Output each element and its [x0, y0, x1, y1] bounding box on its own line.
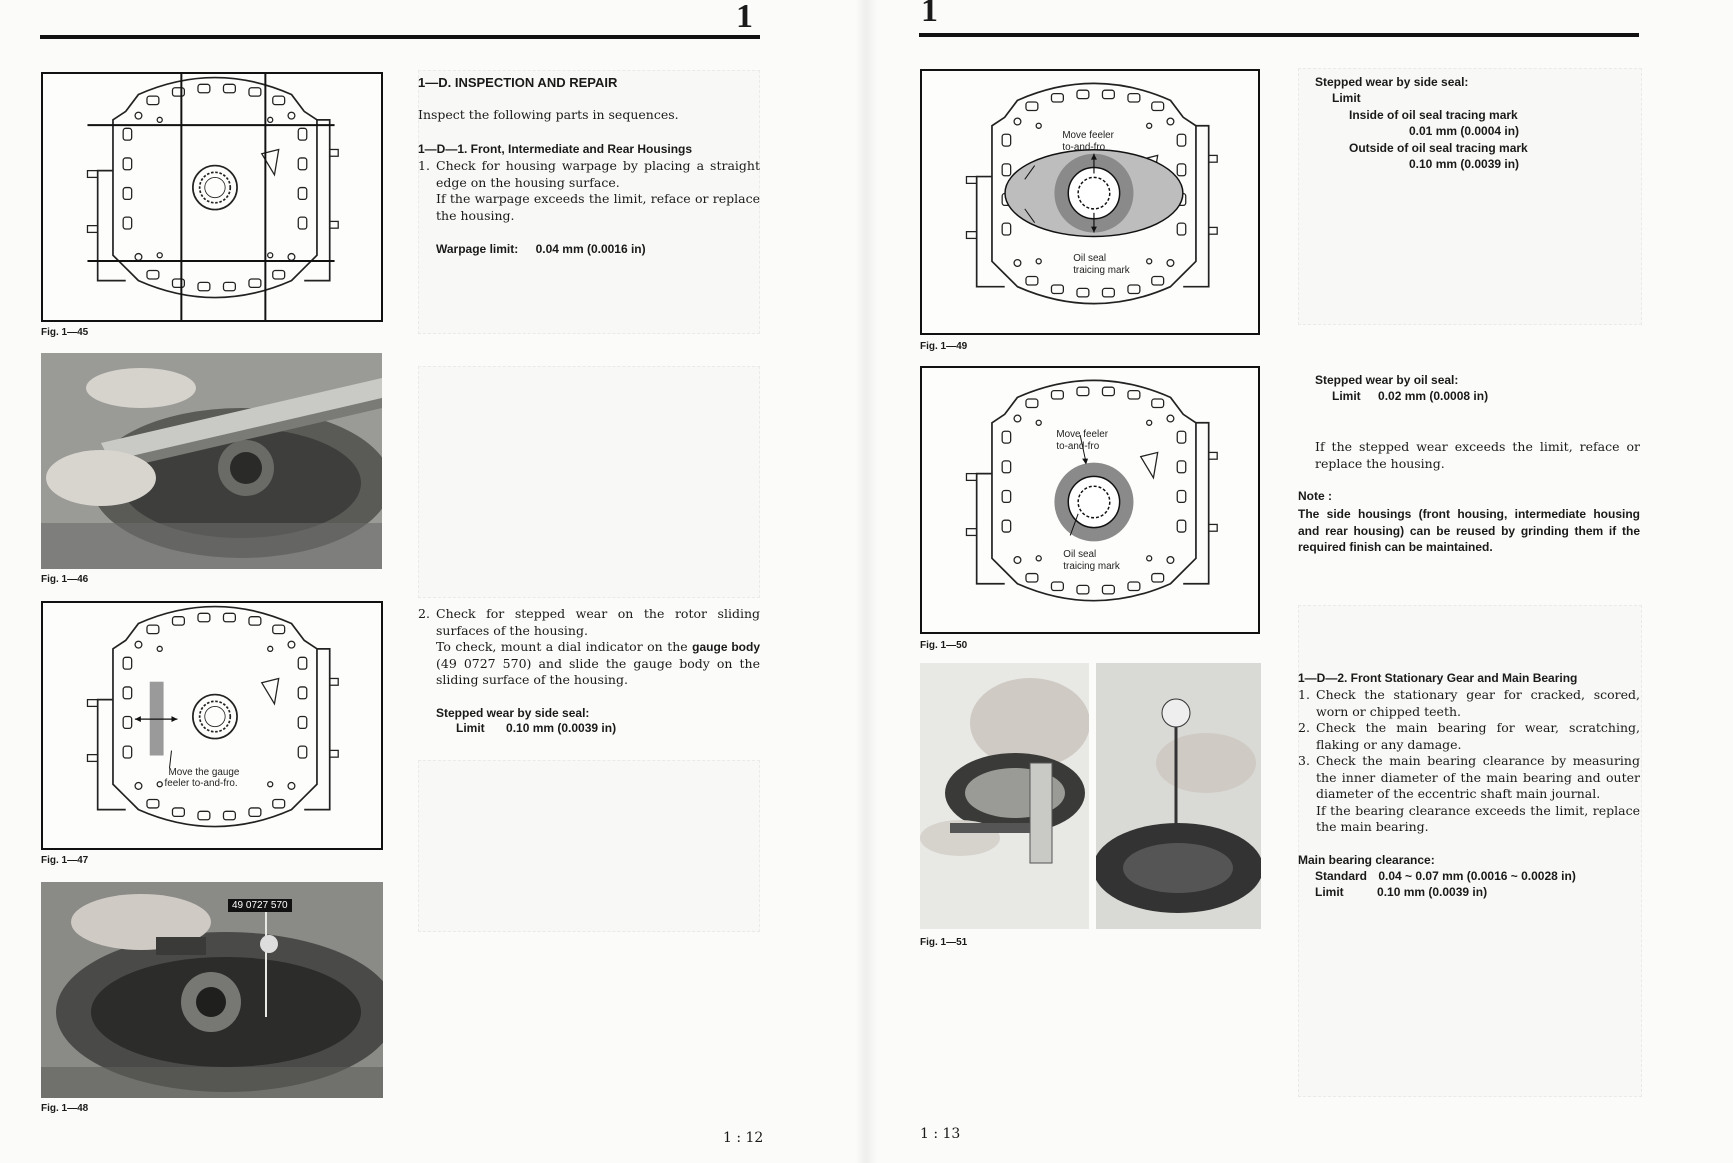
step-2-text-a: To check, mount a dial indicator on the — [436, 639, 688, 654]
section-title: 1—D. INSPECTION AND REPAIR — [418, 75, 618, 90]
fig-1-51-photo-right — [1096, 663, 1261, 929]
step-2-text-b: (49 0727 570) and slide the gauge body on the sliding surface of the housing. — [436, 655, 760, 687]
clearance-title: Main bearing clearance: — [1298, 853, 1435, 867]
outside-oil-seal-label: Outside of oil seal tracing mark — [1349, 141, 1528, 155]
reface-text: If the stepped wear exceeds the limit, reface or replace the housing. — [1315, 439, 1640, 471]
fig-1-48-tool-tag: 49 0727 570 — [228, 899, 292, 912]
step-2 — [418, 606, 760, 689]
warpage-limit-label: Warpage limit: — [436, 242, 519, 256]
clearance-standard — [1315, 869, 1576, 883]
limit-value: 0.10 mm (0.0039 in) — [1377, 885, 1488, 899]
fig-1-47-label-1: Move the gauge — [168, 767, 240, 779]
step-1-text: Check for housing warpage by placing a straight edge on the housing surface. — [436, 158, 760, 190]
oil-seal-limit-label: Limit — [1332, 389, 1361, 403]
side-seal-limit — [456, 721, 616, 735]
subsection-title: 1—D—1. Front, Intermediate and Rear Housings — [418, 142, 693, 156]
chapter-number: 1 — [736, 0, 753, 35]
bleed-through-area — [418, 760, 760, 932]
fig-1-48-photo — [41, 882, 383, 1098]
standard-value: 0.04 ~ 0.07 mm (0.0016 ~ 0.0028 in) — [1378, 869, 1576, 883]
item-number: 2. — [1298, 720, 1310, 735]
item-text: Check the main bearing clearance by measuring the inner diameter of the main bearing and outer diameter of the eccentric shaft main journal. — [1316, 753, 1640, 801]
fig-1-45-diagram — [41, 72, 383, 322]
fig-1-45-caption: Fig. 1—45 — [41, 327, 89, 338]
fig-1-50-label-b2: traicing mark — [1063, 560, 1120, 572]
gauge-body-term: gauge body — [692, 640, 760, 654]
subsection-title: 1—D—2. Front Stationary Gear and Main Bearing — [1298, 671, 1578, 685]
bleed-through-area — [418, 366, 760, 598]
oil-seal-limit-value: 0.02 mm (0.0008 in) — [1378, 389, 1489, 403]
step-1-number: 1. — [418, 158, 430, 173]
note-label: Note : — [1298, 489, 1332, 503]
side-seal-limit-label: Limit — [1332, 91, 1361, 105]
fig-1-49-label-b1: Oil seal — [1073, 253, 1107, 265]
header-rule — [919, 33, 1639, 37]
fig-1-49-caption: Fig. 1—49 — [920, 341, 968, 352]
fig-1-50-label-a2: to-and-fro — [1056, 440, 1100, 452]
fig-1-50-label-a1: Move feeler — [1056, 428, 1108, 440]
oil-seal-title: Stepped wear by oil seal: — [1315, 373, 1459, 387]
item-text: Check the stationary gear for cracked, scored, worn or chipped teeth. — [1316, 687, 1640, 719]
clearance-limit — [1315, 885, 1487, 899]
step-2-number: 2. — [418, 606, 430, 621]
side-seal-title: Stepped wear by side seal: — [1315, 75, 1469, 89]
inside-oil-seal-value: 0.01 mm (0.0004 in) — [1409, 124, 1520, 138]
fig-1-46-caption: Fig. 1—46 — [41, 574, 89, 585]
warpage-limit — [436, 242, 646, 256]
fig-1-49-label-a2: to-and-fro — [1062, 141, 1106, 153]
checklist-item — [1298, 687, 1640, 720]
checklist-item — [1298, 753, 1640, 836]
fig-1-50-caption: Fig. 1—50 — [920, 640, 968, 651]
item-number: 1. — [1298, 687, 1310, 702]
warpage-limit-value: 0.04 mm (0.0016 in) — [535, 242, 646, 256]
page-number: 1 : 13 — [920, 1126, 961, 1142]
fig-1-51-photo-left — [920, 663, 1089, 929]
side-seal-limit-value: 0.10 mm (0.0039 in) — [506, 721, 617, 735]
right-page — [866, 0, 1733, 1163]
item-3-extra: If the bearing clearance exceeds the limit, replace the main bearing. — [1316, 802, 1640, 834]
fig-1-49-label-b2: traicing mark — [1073, 264, 1130, 276]
bleed-through-area — [1298, 68, 1642, 325]
chapter-number: 1 — [921, 0, 938, 29]
inside-oil-seal-label: Inside of oil seal tracing mark — [1349, 108, 1518, 122]
checklist-item — [1298, 720, 1640, 753]
item-text: Check the main bearing for wear, scratching, flaking or any damage. — [1316, 720, 1640, 752]
fig-1-49-label-a1: Move feeler — [1062, 129, 1114, 141]
side-seal-title: Stepped wear by side seal: — [436, 706, 590, 720]
step-1-text-2: If the warpage exceeds the limit, reface or replace the housing. — [436, 191, 760, 223]
fig-1-47-label-2: feeler to-and-fro. — [164, 778, 238, 790]
outside-oil-seal-value: 0.10 mm (0.0039 in) — [1409, 157, 1520, 171]
checklist — [1298, 687, 1640, 836]
header-rule — [40, 35, 760, 39]
intro-text: Inspect the following parts in sequences. — [418, 107, 679, 122]
fig-1-50-label-b1: Oil seal — [1063, 549, 1097, 561]
fig-1-48-caption: Fig. 1—48 — [41, 1103, 89, 1114]
fig-1-46-photo — [41, 353, 382, 569]
left-page — [0, 0, 866, 1163]
fig-1-51-caption: Fig. 1—51 — [920, 937, 968, 948]
fig-1-49-diagram — [920, 69, 1260, 335]
fig-1-47-diagram — [41, 601, 383, 850]
step-2-text: Check for stepped wear on the rotor sliding surfaces of the housing. — [436, 606, 760, 638]
fig-1-50-diagram — [920, 366, 1260, 634]
step-1 — [418, 158, 760, 224]
oil-seal-limit — [1332, 389, 1488, 403]
page-number: 1 : 12 — [723, 1130, 764, 1146]
standard-label: Standard — [1315, 869, 1368, 883]
limit-label: Limit — [1315, 885, 1344, 899]
side-seal-limit-label: Limit — [456, 721, 485, 735]
fig-1-47-caption: Fig. 1—47 — [41, 855, 89, 866]
note-text: The side housings (front housing, intermediate housing and rear housing) can be reused by grinding them if the required finish can be maintained. — [1298, 507, 1640, 554]
item-number: 3. — [1298, 753, 1310, 768]
